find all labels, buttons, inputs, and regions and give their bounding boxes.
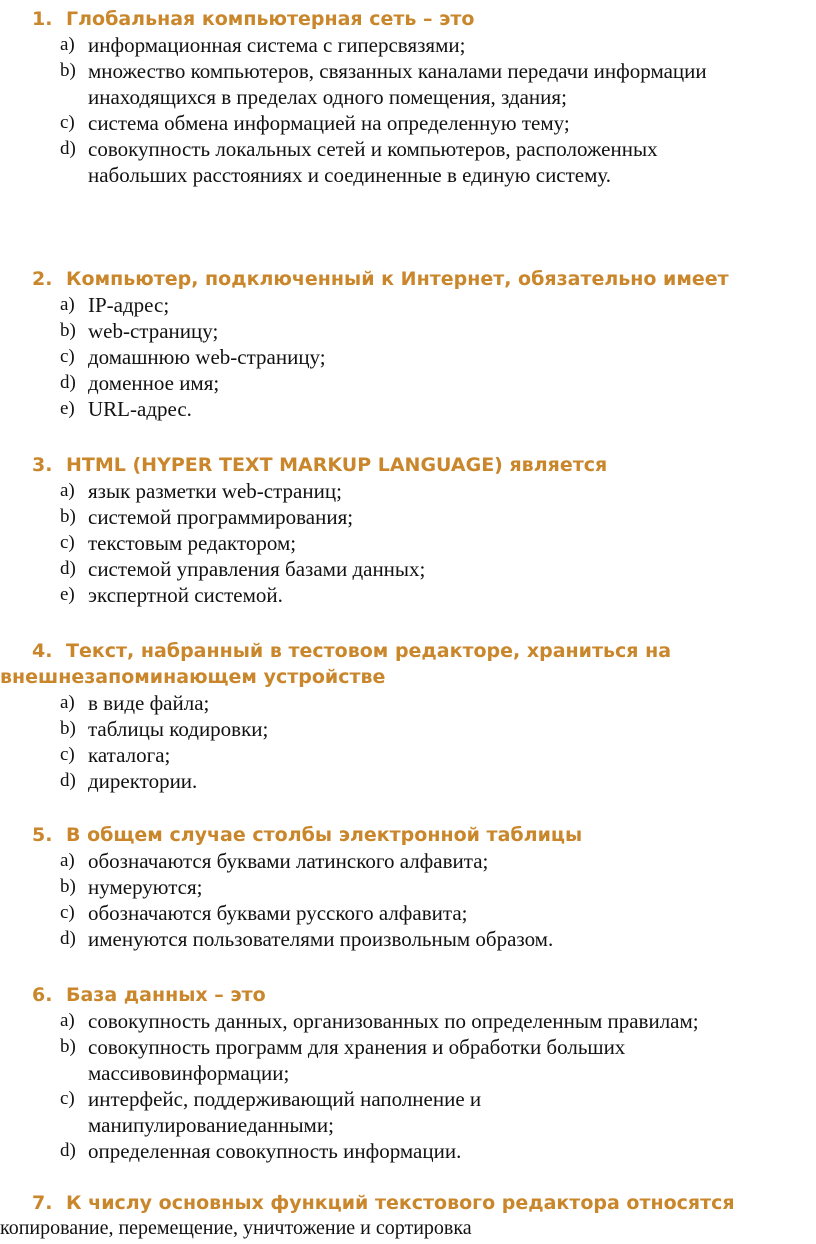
option-text: система обмена информацией на определенную тему; bbox=[88, 111, 570, 135]
option-text: определенная совокупность информации. bbox=[88, 1139, 462, 1163]
question-3 bbox=[32, 452, 812, 608]
option-text: домашнюю web-страницу; bbox=[88, 345, 326, 369]
option-letter: d) bbox=[60, 928, 76, 949]
answer-text: копирование, перемещение, уничтожение и сортировка bbox=[0, 1217, 472, 1239]
option-text: web-страницу; bbox=[88, 319, 219, 343]
option-letter: b) bbox=[60, 506, 76, 527]
option-text: язык разметки web-страниц; bbox=[88, 479, 342, 503]
answer-option bbox=[32, 690, 812, 716]
answer-list bbox=[32, 848, 812, 952]
option-text: множество компьютеров, связанных каналами передачи информации инаходящихся в пределах одного помещения, здания; bbox=[88, 59, 707, 109]
answer-option bbox=[32, 478, 812, 504]
option-letter: a) bbox=[60, 692, 75, 713]
question-7 bbox=[32, 1190, 812, 1216]
answer-option bbox=[32, 344, 812, 370]
option-letter: b) bbox=[60, 60, 76, 81]
option-letter: a) bbox=[60, 1010, 75, 1031]
answer-option bbox=[32, 900, 812, 926]
option-text: совокупность локальных сетей и компьютеров, расположенных набольших расстояниях и соединенные в единую систему. bbox=[88, 137, 658, 187]
option-letter: c) bbox=[60, 1088, 75, 1109]
option-text: таблицы кодировки; bbox=[88, 717, 269, 741]
question-text: Компьютер, подключенный к Интернет, обязательно имеет bbox=[66, 268, 729, 290]
question-number: 4. bbox=[32, 640, 53, 662]
answer-option bbox=[32, 292, 812, 318]
question-text: База данных – это bbox=[66, 984, 266, 1006]
option-letter: a) bbox=[60, 34, 75, 55]
answer-option bbox=[32, 582, 812, 608]
answer-option bbox=[32, 1008, 812, 1034]
option-text: доменное имя; bbox=[88, 371, 220, 395]
question-5 bbox=[32, 822, 812, 952]
answer-list bbox=[32, 32, 812, 188]
option-text: совокупность данных, организованных по определенным правилам; bbox=[88, 1009, 699, 1033]
answer-list bbox=[32, 690, 812, 794]
answer-list bbox=[32, 1008, 812, 1164]
question-number: 2. bbox=[32, 268, 53, 290]
question-text: Текст, набранный в тестовом редакторе, храниться на bbox=[66, 640, 672, 662]
option-letter: e) bbox=[60, 584, 75, 605]
option-letter: d) bbox=[60, 138, 76, 159]
option-letter: a) bbox=[60, 480, 75, 501]
answer-option bbox=[32, 110, 812, 136]
option-letter: b) bbox=[60, 876, 76, 897]
option-letter: d) bbox=[60, 372, 76, 393]
option-letter: c) bbox=[60, 902, 75, 923]
question-title bbox=[32, 6, 812, 32]
question-number: 5. bbox=[32, 824, 53, 846]
answer-option bbox=[32, 318, 812, 344]
answer-option bbox=[32, 136, 728, 188]
option-text: экспертной системой. bbox=[88, 583, 283, 607]
question-text: HTML (HYPER TEXT MARKUP LANGUAGE) является bbox=[66, 454, 608, 476]
option-letter: b) bbox=[60, 718, 76, 739]
question-number: 1. bbox=[32, 8, 53, 30]
answer-option bbox=[32, 1086, 628, 1138]
question-1 bbox=[32, 6, 812, 188]
option-text: информационная система с гиперсвязями; bbox=[88, 33, 466, 57]
answer-option bbox=[32, 768, 812, 794]
option-letter: c) bbox=[60, 744, 75, 765]
question-4 bbox=[0, 638, 812, 794]
answer-option bbox=[32, 396, 812, 422]
question-title bbox=[32, 1190, 812, 1216]
answer-option bbox=[32, 504, 812, 530]
option-text: системой программирования; bbox=[88, 505, 354, 529]
answer-option bbox=[32, 926, 812, 952]
answer-option bbox=[32, 874, 812, 900]
question-text: К числу основных функций текстового редактора относятся bbox=[66, 1192, 735, 1214]
option-text: обозначаются буквами латинского алфавита; bbox=[88, 849, 489, 873]
option-text: совокупность программ для хранения и обработки больших массивовинформации; bbox=[88, 1035, 626, 1085]
option-text: интерфейс, поддерживающий наполнение и манипулированиеданными; bbox=[88, 1087, 482, 1137]
question-text: Глобальная компьютерная сеть – это bbox=[66, 8, 475, 30]
answer-option bbox=[32, 556, 812, 582]
answer-option bbox=[32, 370, 812, 396]
answer-option bbox=[32, 530, 812, 556]
question-text: В общем случае столбы электронной таблицы bbox=[66, 824, 583, 846]
answer-option bbox=[32, 1138, 812, 1164]
option-letter: c) bbox=[60, 112, 75, 133]
question-title bbox=[0, 638, 812, 690]
question-title bbox=[32, 822, 812, 848]
question-title bbox=[32, 266, 812, 292]
option-text: IP-адрес; bbox=[88, 293, 170, 317]
option-text: системой управления базами данных; bbox=[88, 557, 426, 581]
answer-option bbox=[32, 716, 812, 742]
answer-list bbox=[32, 478, 812, 608]
question-text-continued: внешнезапоминающем устройстве bbox=[0, 666, 386, 688]
option-text: каталога; bbox=[88, 743, 171, 767]
option-letter: b) bbox=[60, 320, 76, 341]
option-letter: a) bbox=[60, 294, 75, 315]
question-number: 7. bbox=[32, 1192, 53, 1214]
question-number: 3. bbox=[32, 454, 53, 476]
answer-option bbox=[32, 1034, 758, 1086]
answer-option bbox=[32, 58, 728, 110]
answer-option bbox=[32, 848, 812, 874]
answer-option bbox=[32, 742, 812, 768]
option-letter: d) bbox=[60, 1140, 76, 1161]
option-text: обозначаются буквами русского алфавита; bbox=[88, 901, 468, 925]
option-letter: e) bbox=[60, 398, 75, 419]
question-6 bbox=[32, 982, 812, 1164]
question-number: 6. bbox=[32, 984, 53, 1006]
option-text: текстовым редактором; bbox=[88, 531, 297, 555]
question-title bbox=[32, 982, 812, 1008]
option-letter: d) bbox=[60, 770, 76, 791]
answer-list bbox=[32, 292, 812, 422]
option-text: URL-адрес. bbox=[88, 397, 192, 421]
question-2 bbox=[32, 266, 812, 422]
option-letter: c) bbox=[60, 346, 75, 367]
option-text: нумеруются; bbox=[88, 875, 203, 899]
option-letter: c) bbox=[60, 532, 75, 553]
option-letter: b) bbox=[60, 1036, 76, 1057]
option-text: в виде файла; bbox=[88, 691, 210, 715]
option-letter: a) bbox=[60, 850, 75, 871]
option-letter: d) bbox=[60, 558, 76, 579]
question-title bbox=[32, 452, 812, 478]
option-text: именуются пользователями произвольным образом. bbox=[88, 927, 554, 951]
option-text: директории. bbox=[88, 769, 198, 793]
answer-option bbox=[32, 32, 812, 58]
